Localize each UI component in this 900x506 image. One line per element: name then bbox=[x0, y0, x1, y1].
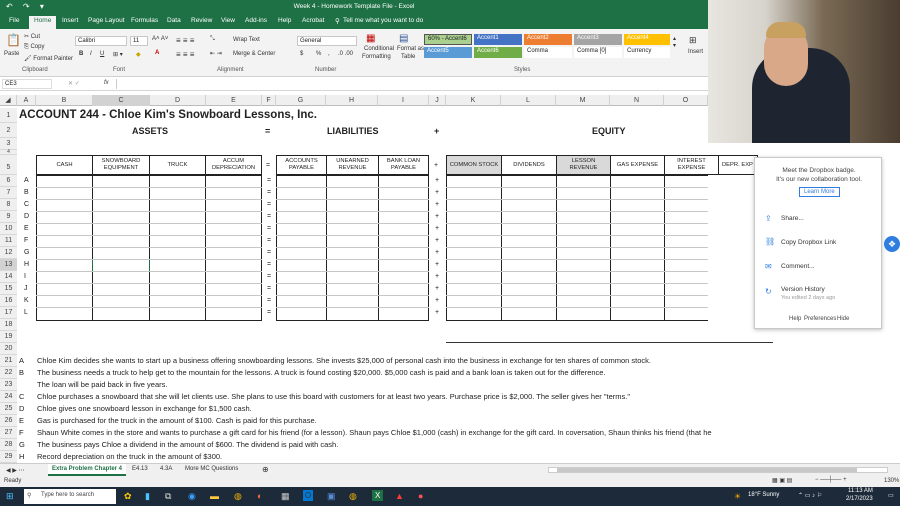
row-header-13[interactable]: 13 bbox=[0, 259, 17, 271]
row-letter: J bbox=[24, 285, 28, 292]
excel-taskbar-icon[interactable]: X bbox=[372, 490, 383, 501]
calculator-icon[interactable]: ▦ bbox=[281, 491, 290, 501]
tab-review[interactable]: Review bbox=[191, 17, 213, 24]
row-header-9[interactable]: 9 bbox=[0, 211, 17, 223]
row-plus: + bbox=[435, 177, 440, 184]
tab-file[interactable]: File bbox=[9, 17, 20, 24]
row-header-2[interactable]: 2 bbox=[0, 123, 17, 138]
style-currency[interactable]: Currency bbox=[624, 47, 670, 58]
recorder-icon[interactable]: ● bbox=[418, 491, 424, 501]
liabilities-grid bbox=[276, 175, 429, 321]
grid-line bbox=[36, 295, 262, 296]
styles-scroll-icon[interactable]: ▴ ▾ bbox=[673, 36, 677, 49]
font-size-select[interactable]: 11 bbox=[130, 36, 148, 46]
insert-cells-icon[interactable]: ⊞ bbox=[689, 35, 697, 45]
cut-label: Cut bbox=[30, 34, 41, 40]
tell-me-search[interactable]: Tell me what you want to do bbox=[343, 17, 424, 24]
dropbox-badge-icon[interactable]: ❖ bbox=[884, 236, 900, 252]
sheet-tab-extra-problem[interactable]: Extra Problem Chapter 4 bbox=[48, 464, 126, 476]
row-header-7[interactable]: 7 bbox=[0, 187, 17, 199]
conditional-formatting-button-2[interactable]: Formatting bbox=[362, 54, 391, 60]
row-equals: = bbox=[267, 189, 272, 196]
col-header-j[interactable]: J bbox=[429, 95, 446, 106]
style-accent1[interactable]: Accent1 bbox=[474, 34, 522, 45]
tab-insert[interactable]: Insert bbox=[62, 17, 79, 24]
equals-sign: = bbox=[265, 126, 271, 136]
row-plus: + bbox=[435, 237, 440, 244]
presenter-hair bbox=[766, 22, 806, 38]
col-header-m[interactable]: M bbox=[556, 95, 610, 106]
grid-line bbox=[276, 271, 429, 272]
grid-line bbox=[446, 199, 708, 200]
grid-line bbox=[446, 187, 708, 188]
sheet-title: ACCOUNT 244 - Chloe Kim's Snowboard Lessons, Inc. bbox=[19, 109, 317, 121]
row-header-23[interactable]: 23 bbox=[0, 379, 17, 391]
font-group-label: Font bbox=[113, 67, 126, 73]
format-painter-label: Format Painter bbox=[33, 56, 73, 62]
clock-time[interactable]: 11:13 AM bbox=[848, 488, 873, 494]
conditional-formatting-button[interactable]: Conditional bbox=[364, 46, 395, 52]
tab-page-layout[interactable]: Page Layout bbox=[88, 17, 125, 24]
row-header-4[interactable]: 4 bbox=[0, 150, 17, 155]
row-equals: = bbox=[267, 213, 272, 220]
grid-line bbox=[446, 283, 708, 284]
weather-text[interactable]: 18°F Sunny bbox=[748, 492, 780, 498]
dropbox-history-subtitle: You edited 2 days ago bbox=[781, 295, 836, 301]
acrobat-icon[interactable]: ▲ bbox=[395, 491, 404, 501]
grid-line bbox=[36, 271, 262, 272]
col-header-e[interactable]: E bbox=[206, 95, 262, 106]
style-accent6[interactable]: Accent6 bbox=[474, 47, 522, 58]
grid-line bbox=[556, 175, 557, 321]
grid-line bbox=[446, 247, 708, 248]
grid-line bbox=[446, 259, 708, 260]
row-header-18[interactable]: 18 bbox=[0, 319, 17, 331]
formula-cancel-icon[interactable]: ✕ ✓ bbox=[68, 81, 80, 87]
row-equals: = bbox=[267, 261, 272, 268]
dropbox-intro-line2: It's our new collaboration tool. bbox=[776, 176, 862, 183]
grid-line bbox=[610, 175, 611, 321]
note-text: Chloe gives one snowboard lesson in exchange for $1,500 cash. bbox=[37, 404, 252, 413]
dropbox-hide-link[interactable]: Hide bbox=[837, 316, 850, 322]
decimal-icon[interactable]: .0 .00 bbox=[338, 51, 354, 57]
header-interest-expense[interactable]: INTEREST EXPENSE bbox=[664, 155, 719, 175]
chrome-icon[interactable]: ◍ bbox=[234, 491, 242, 501]
font-name-select[interactable]: Calibri bbox=[75, 36, 127, 46]
row-header-1[interactable]: 1 bbox=[0, 108, 17, 123]
row-plus: + bbox=[435, 285, 440, 292]
row-equals: = bbox=[267, 309, 272, 316]
row-plus: + bbox=[435, 225, 440, 232]
chrome-profile-icon[interactable]: ◍ bbox=[349, 491, 357, 501]
dropbox-intro-line1: Meet the Dropbox badge. bbox=[782, 167, 856, 174]
grid-line bbox=[446, 307, 708, 308]
header-truck[interactable]: TRUCK bbox=[149, 155, 206, 175]
tab-home[interactable]: Home bbox=[29, 16, 56, 29]
note-key: G bbox=[19, 440, 25, 449]
horizontal-scroll-thumb[interactable] bbox=[557, 468, 857, 472]
style-accent2[interactable]: Accent2 bbox=[524, 34, 572, 45]
windows-start-icon[interactable]: ⊞ bbox=[6, 491, 14, 501]
grid-line bbox=[326, 175, 327, 321]
app-icon-2[interactable]: ▮ bbox=[145, 491, 150, 501]
formula-input[interactable] bbox=[116, 79, 704, 89]
grid-line bbox=[276, 187, 429, 188]
header-lesson-revenue[interactable]: LESSON REVENUE bbox=[556, 155, 611, 175]
note-text: The loan will be paid back in five years. bbox=[37, 380, 168, 389]
row-letter: L bbox=[24, 309, 28, 316]
row-plus: + bbox=[435, 297, 440, 304]
row-header-5[interactable]: 5 bbox=[0, 155, 17, 175]
orientation-icon[interactable]: ⤡ bbox=[210, 36, 215, 42]
equity-heading: EQUITY bbox=[592, 126, 626, 136]
grid-line bbox=[276, 283, 429, 284]
notification-icon[interactable]: ▭ bbox=[888, 493, 894, 499]
grid-line bbox=[36, 247, 262, 248]
sheet-nav-icon[interactable]: ◀ ▶ ⋯ bbox=[6, 468, 25, 474]
number-group-label: Number bbox=[315, 67, 337, 73]
note-text: Shaun White comes in the store and wants to purchase a gift card for his friend (for a lesson). Shaun pays Chloe $1,000 (cash) in exchange for the gift card. In coversation, Shaun thinks his friend (that he bbox=[37, 428, 712, 437]
row-equals: = bbox=[267, 177, 272, 184]
align-top-icon[interactable]: ≡ ≡ ≡ bbox=[176, 36, 195, 45]
row-equals: = bbox=[267, 285, 272, 292]
conditional-formatting-icon[interactable]: ▦ bbox=[366, 33, 376, 44]
row-plus: + bbox=[435, 189, 440, 196]
liabilities-heading: LIABILITIES bbox=[327, 126, 379, 136]
font-size-increase-icon[interactable]: A˄ A˅ bbox=[152, 36, 169, 42]
dropbox-version-history[interactable]: Version History bbox=[781, 286, 825, 293]
indent-icon[interactable]: ⇤ ⇥ bbox=[210, 51, 222, 57]
row-plus: + bbox=[435, 249, 440, 256]
row-header-6[interactable]: 6 bbox=[0, 175, 17, 187]
note-key: C bbox=[19, 392, 25, 401]
row-header-14[interactable]: 14 bbox=[0, 271, 17, 283]
tab-add-ins[interactable]: Add-ins bbox=[245, 17, 268, 24]
dropbox-comment[interactable]: Comment... bbox=[781, 263, 815, 270]
status-ready: Ready bbox=[4, 478, 22, 484]
window-title: Week 4 - Homework Template File - Excel bbox=[293, 3, 415, 10]
search-icon: ⚲ bbox=[27, 493, 32, 499]
header-accum-depreciation[interactable]: ACCUM DEPRECIATION bbox=[205, 155, 262, 175]
tab-acrobat[interactable]: Acrobat bbox=[302, 17, 325, 24]
header-gas-expense[interactable]: GAS EXPENSE bbox=[610, 155, 665, 175]
header-dividends[interactable]: DIVIDENDS bbox=[501, 155, 557, 175]
grid-line bbox=[446, 211, 708, 212]
row-header-11[interactable]: 11 bbox=[0, 235, 17, 247]
row-equals: = bbox=[267, 237, 272, 244]
lightbulb-icon: ⚲ bbox=[335, 18, 340, 25]
format-as-table-icon[interactable]: ▤ bbox=[399, 33, 409, 44]
col-header-k[interactable]: K bbox=[446, 95, 501, 106]
format-as-table-button[interactable]: Format as bbox=[397, 46, 425, 52]
row-letter: K bbox=[24, 297, 29, 304]
format-painter-button[interactable]: 🖌 Format Painter bbox=[24, 56, 73, 62]
style-comma-0[interactable]: Comma [0] bbox=[574, 47, 622, 58]
style-accent3[interactable]: Accent3 bbox=[574, 34, 622, 45]
grid-line bbox=[501, 175, 502, 321]
name-box[interactable]: CE3 bbox=[2, 79, 52, 89]
link-icon: ⛓ bbox=[765, 237, 776, 246]
col-header-g[interactable]: G bbox=[276, 95, 326, 106]
ribbon bbox=[0, 29, 708, 77]
taskbar-search-box[interactable] bbox=[24, 489, 116, 504]
row-plus: + bbox=[435, 213, 440, 220]
file-explorer-icon[interactable]: ▬ bbox=[210, 491, 219, 501]
copy-button[interactable]: ⎘ Copy bbox=[24, 44, 45, 50]
firefox-icon[interactable]: ◐ bbox=[257, 491, 263, 501]
horizontal-scrollbar[interactable] bbox=[548, 467, 888, 473]
row-letter: B bbox=[24, 189, 29, 196]
header-equals: = bbox=[266, 162, 271, 169]
row-header-22[interactable]: 22 bbox=[0, 367, 17, 379]
plus-sign: + bbox=[434, 126, 440, 136]
grid-line bbox=[378, 175, 379, 321]
row-letter: D bbox=[24, 213, 30, 220]
grid-line bbox=[92, 175, 93, 321]
weather-icon: ☀ bbox=[734, 492, 742, 501]
note-key: F bbox=[19, 428, 24, 437]
grid-line bbox=[205, 175, 206, 321]
font-color-icon[interactable]: A bbox=[155, 50, 160, 56]
col-header-d[interactable]: D bbox=[150, 95, 206, 106]
grid-line bbox=[276, 247, 429, 248]
row-header-17[interactable]: 17 bbox=[0, 307, 17, 319]
history-icon: ↻ bbox=[765, 287, 772, 296]
insert-function-button[interactable]: fx bbox=[104, 80, 109, 86]
fill-color-icon[interactable]: ◆ bbox=[136, 52, 141, 58]
col-header-i[interactable]: I bbox=[378, 95, 429, 106]
column-headers bbox=[0, 95, 708, 106]
header-cash[interactable]: CASH bbox=[36, 155, 93, 175]
copy-label: Copy bbox=[30, 44, 45, 50]
zoom-slider[interactable]: − ──┼── + bbox=[815, 477, 847, 483]
row-letter: I bbox=[24, 273, 26, 280]
sheet-tab-more-mc[interactable]: More MC Questions bbox=[185, 466, 239, 472]
row-header-24[interactable]: 24 bbox=[0, 391, 17, 403]
equity-grid bbox=[446, 175, 708, 321]
dropbox-share[interactable]: Share... bbox=[781, 215, 804, 222]
wrap-text-button[interactable]: Wrap Text bbox=[233, 37, 260, 43]
row-equals: = bbox=[267, 225, 272, 232]
row-letter: E bbox=[24, 225, 29, 232]
sheet-tab-4-3a[interactable]: 4.3A bbox=[160, 466, 173, 472]
header-snowboard-equipment[interactable]: SNOWBOARD EQUIPMENT bbox=[92, 155, 150, 175]
row-letter: A bbox=[24, 177, 29, 184]
header-depr-exp[interactable]: DEPR. EXP bbox=[718, 155, 758, 175]
style-comma[interactable]: Comma bbox=[524, 47, 572, 58]
sheet-tab-e4-13[interactable]: E4.13 bbox=[132, 466, 148, 472]
row-letter: C bbox=[24, 201, 30, 208]
zoom-level[interactable]: 130% bbox=[884, 478, 900, 484]
cut-button[interactable]: ✂ Cut bbox=[24, 34, 41, 40]
note-key: D bbox=[19, 404, 25, 413]
task-view-icon[interactable]: ⧉ bbox=[165, 491, 172, 501]
grid-line bbox=[36, 199, 262, 200]
row-header-3[interactable]: 3 bbox=[0, 138, 17, 150]
grid-line bbox=[664, 175, 665, 321]
row-equals: = bbox=[267, 297, 272, 304]
edge-icon[interactable]: ◉ bbox=[188, 491, 196, 501]
clipboard-group-label: Clipboard bbox=[22, 67, 48, 73]
header-unearned-revenue[interactable]: UNEARNED REVENUE bbox=[326, 155, 379, 175]
row-equals: = bbox=[267, 273, 272, 280]
grid-line bbox=[276, 295, 429, 296]
dropbox-learn-more-button[interactable]: Learn More bbox=[799, 187, 840, 197]
title-bar bbox=[0, 0, 708, 15]
grid-line bbox=[36, 259, 262, 260]
grid-line bbox=[36, 187, 262, 188]
underline-button[interactable]: U bbox=[100, 51, 105, 57]
header-common-stock[interactable]: COMMON STOCK bbox=[446, 155, 502, 175]
insert-cells-button[interactable]: Insert bbox=[688, 49, 704, 55]
outlook-icon[interactable]: O bbox=[305, 491, 312, 500]
col-header-a[interactable]: A bbox=[17, 95, 36, 106]
grid-line bbox=[276, 307, 429, 308]
row-header-15[interactable]: 15 bbox=[0, 283, 17, 295]
status-bar bbox=[0, 476, 900, 487]
grid-line bbox=[149, 175, 150, 321]
align-left-icon[interactable]: ≡ ≡ ≡ bbox=[176, 50, 195, 59]
row-header-10[interactable]: 10 bbox=[0, 223, 17, 235]
row-header-25[interactable]: 25 bbox=[0, 403, 17, 415]
col-header-c[interactable]: C bbox=[93, 95, 150, 106]
grid-line bbox=[36, 235, 262, 236]
header-plus: + bbox=[434, 162, 439, 169]
row-header-16[interactable]: 16 bbox=[0, 295, 17, 307]
bold-button[interactable]: B bbox=[79, 51, 84, 57]
note-text: Gas is purchased for the truck in the amount of $100. Cash is paid for this purchase. bbox=[37, 416, 317, 425]
tab-view[interactable]: View bbox=[221, 17, 235, 24]
currency-button[interactable]: $ bbox=[300, 51, 304, 57]
col-header-b[interactable]: B bbox=[36, 95, 93, 106]
grid-line bbox=[36, 211, 262, 212]
row-header-28[interactable]: 28 bbox=[0, 439, 17, 451]
row-equals: = bbox=[267, 201, 272, 208]
note-text: Chloe Kim decides she wants to start up a business offering snowboarding lessons. She invests $25,000 of personal cash into the business in exchange for ten shares of common stock. bbox=[37, 356, 651, 365]
grid-line bbox=[276, 235, 429, 236]
grid-line bbox=[276, 259, 429, 260]
row-letter: G bbox=[24, 249, 30, 256]
paste-icon[interactable]: 📋 bbox=[6, 33, 21, 47]
assets-heading: ASSETS bbox=[132, 126, 169, 136]
row-plus: + bbox=[435, 201, 440, 208]
formula-bar bbox=[0, 77, 708, 91]
number-format-select[interactable]: General bbox=[297, 36, 357, 46]
row-20-border bbox=[446, 342, 773, 343]
share-icon: ⇪ bbox=[765, 214, 772, 223]
paste-button[interactable]: Paste bbox=[4, 51, 20, 57]
note-key: B bbox=[19, 368, 25, 377]
grid-line bbox=[276, 211, 429, 212]
style-accent4[interactable]: Accent4 bbox=[624, 34, 670, 45]
row-equals: = bbox=[267, 249, 272, 256]
dropbox-badge-popup bbox=[754, 157, 882, 329]
tray-icons[interactable]: ⌃ ▭ ♪ ⚐ bbox=[798, 493, 823, 499]
format-as-table-button-2[interactable]: Table bbox=[401, 54, 416, 60]
add-sheet-button[interactable]: ⊕ bbox=[262, 465, 269, 474]
snipping-icon[interactable]: ▣ bbox=[327, 491, 336, 501]
row-header-8[interactable]: 8 bbox=[0, 199, 17, 211]
quick-access-toolbar[interactable]: ↶ ↷ ▾ bbox=[6, 2, 48, 11]
note-text: Record depreciation on the truck in the amount of $300. bbox=[37, 452, 223, 461]
tab-help[interactable]: Help bbox=[278, 17, 292, 24]
col-header-h[interactable]: H bbox=[326, 95, 378, 106]
col-header-f[interactable]: F bbox=[262, 95, 276, 106]
header-bank-loan-payable[interactable]: BANK LOAN PAYABLE bbox=[378, 155, 429, 175]
col-header-o[interactable]: O bbox=[664, 95, 708, 106]
tab-data[interactable]: Data bbox=[167, 17, 181, 24]
grid-line bbox=[276, 199, 429, 200]
header-accounts-payable[interactable]: ACCOUNTS PAYABLE bbox=[276, 155, 327, 175]
dropbox-copy-link[interactable]: Copy Dropbox Link bbox=[781, 239, 837, 246]
row-header-29[interactable]: 29 bbox=[0, 451, 17, 463]
grid-line bbox=[446, 295, 708, 296]
row-header-19[interactable]: 19 bbox=[0, 331, 17, 343]
grid-line bbox=[276, 223, 429, 224]
app-icon-1[interactable]: ✿ bbox=[124, 491, 132, 501]
tab-formulas[interactable]: Formulas bbox=[131, 17, 159, 24]
row-plus: + bbox=[435, 273, 440, 280]
windows-taskbar bbox=[0, 487, 900, 506]
row-plus: + bbox=[435, 309, 440, 316]
ribbon-tabs bbox=[0, 15, 708, 29]
row-header-21[interactable]: 21 bbox=[0, 355, 17, 367]
clock-date[interactable]: 2/17/2023 bbox=[846, 496, 873, 502]
row-header-12[interactable]: 12 bbox=[0, 247, 17, 259]
grid-line bbox=[446, 235, 708, 236]
styles-group-label: Styles bbox=[514, 67, 531, 73]
taskbar-search-placeholder: Type here to search bbox=[41, 492, 95, 498]
view-buttons-icon[interactable]: ▦ ▣ ▤ bbox=[772, 478, 793, 484]
note-key: E bbox=[19, 416, 25, 425]
webcam-overlay bbox=[708, 0, 900, 143]
col-header-n[interactable]: N bbox=[610, 95, 664, 106]
select-all-corner[interactable]: ◢ bbox=[0, 95, 17, 106]
merge-center-button[interactable]: Merge & Center bbox=[233, 51, 276, 57]
dropbox-help-link[interactable]: Help bbox=[789, 316, 802, 322]
style-accent5[interactable]: Accent5 bbox=[424, 47, 472, 58]
note-key: H bbox=[19, 452, 25, 461]
percent-button[interactable]: % bbox=[316, 51, 322, 57]
comment-icon: ✉ bbox=[765, 262, 772, 271]
grid-line bbox=[36, 307, 262, 308]
dropbox-preferences-link[interactable]: Preferences bbox=[804, 316, 837, 322]
grid-line bbox=[36, 223, 262, 224]
row-header-27[interactable]: 27 bbox=[0, 427, 17, 439]
grid-line bbox=[446, 271, 708, 272]
alignment-group-label: Alignment bbox=[217, 67, 244, 73]
col-header-l[interactable]: L bbox=[501, 95, 556, 106]
row-letter: F bbox=[24, 237, 29, 244]
italic-button[interactable]: I bbox=[90, 51, 92, 57]
note-key: A bbox=[19, 356, 25, 365]
row-header-26[interactable]: 26 bbox=[0, 415, 17, 427]
row-letter: H bbox=[24, 261, 30, 268]
comma-button[interactable]: , bbox=[328, 51, 330, 57]
row-header-20[interactable]: 20 bbox=[0, 343, 17, 355]
note-text: The business needs a truck to help get to the mountain for the lessons. A truck is found costing $20,000. $5,000 cash is paid and a bank loan is taken out for the difference. bbox=[37, 368, 606, 377]
note-text: Chloe purchases a snowboard that she will let clients use. She plans to use this board with customers for at least two years. Purchase price is $2,000. The seller gives her "terms." bbox=[37, 392, 630, 401]
style-60-accent6[interactable]: 60% - Accent6 bbox=[424, 34, 472, 45]
row-plus: + bbox=[435, 261, 440, 268]
note-text: The business pays Chloe a dividend in the amount of $600. The dividend is paid with cash. bbox=[37, 440, 339, 449]
borders-icon[interactable]: ⊞ ▾ bbox=[113, 52, 123, 58]
grid-line bbox=[36, 283, 262, 284]
sheet-tabs-bar bbox=[0, 463, 900, 476]
grid-line bbox=[446, 223, 708, 224]
